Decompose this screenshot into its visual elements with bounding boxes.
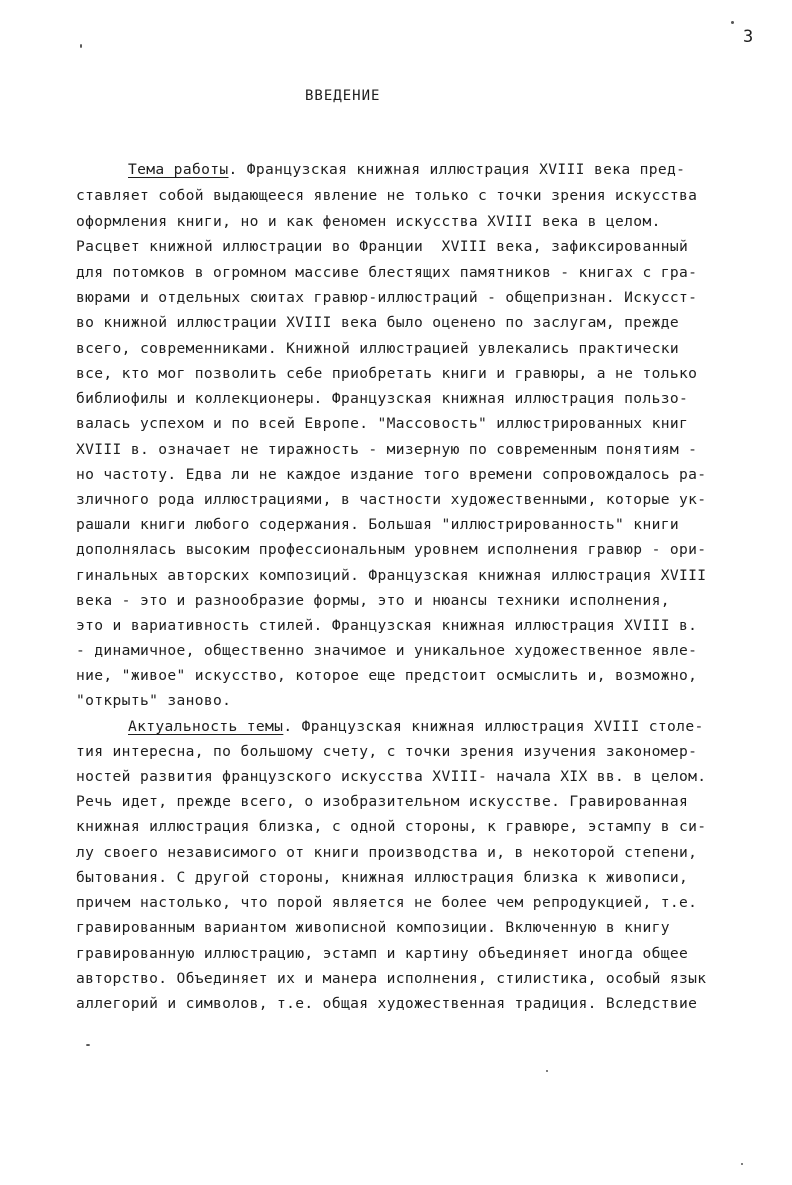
- scan-speck: [80, 44, 82, 48]
- paragraph-line: "открыть" заново.: [76, 692, 232, 709]
- paragraph-line: аллегорий и символов, т.е. общая художественная традиция. Вследствие: [76, 995, 698, 1012]
- paragraph-line: оформления книги, но и как феномен искусства XVIII века в целом.: [76, 213, 661, 230]
- paragraph-line: всего, современниками. Книжной иллюстрацией увлекались практически: [76, 340, 679, 357]
- paragraph-line: библиофилы и коллекционеры. Французская книжная иллюстрация пользо-: [76, 390, 689, 407]
- paragraph-line: авторство. Объединяет их и манера исполнения, стилистика, особый язык: [76, 970, 707, 987]
- paragraph-line: вюрами и отдельных сюитах гравюр-иллюстраций - общепризнан. Искусст-: [76, 289, 698, 306]
- scan-speck: [86, 1044, 90, 1046]
- paragraph-line: валась успехом и по всей Европе. "Массовость" иллюстрированных книг: [76, 415, 689, 432]
- paragraph-line: гинальных авторских композиций. Французская книжная иллюстрация XVIII: [76, 567, 707, 584]
- paragraph-line: причем настолько, что порой является не более чем репродукцией, т.е.: [76, 894, 698, 911]
- paragraph-line: для потомков в огромном массиве блестящих памятников - книгах с гра-: [76, 264, 698, 281]
- paragraph-line: Актуальность темы. Французская книжная иллюстрация XVIII столе-: [128, 718, 704, 735]
- scan-speck: [546, 1070, 548, 1072]
- paragraph-line: но частоту. Едва ли не каждое издание того времени сопровождалось ра-: [76, 466, 707, 483]
- paragraph-line: XVIII в. означает не тиражность - мизерную по современным понятиям -: [76, 441, 698, 458]
- paragraph-line: Тема работы. Французская книжная иллюстрация XVIII века пред-: [128, 161, 686, 178]
- section-label-relevance: Актуальность темы: [128, 718, 284, 735]
- paragraph-line: дополнялась высоким профессиональным уровнем исполнения гравюр - ори-: [76, 541, 707, 558]
- paragraph-line: Речь идет, прежде всего, о изобразительном искусстве. Гравированная: [76, 793, 689, 810]
- page-number: 3: [743, 27, 754, 47]
- paragraph-line: лу своего независимого от книги производства и, в некоторой степени,: [76, 844, 698, 861]
- paragraph-line: гравированным вариантом живописной композиции. Включенную в книгу: [76, 919, 670, 936]
- paragraph-line: ние, "живое" искусство, которое еще предстоит осмыслить и, возможно,: [76, 667, 698, 684]
- paragraph-line: тия интересна, по большому счету, с точки зрения изучения закономер-: [76, 743, 698, 760]
- paragraph-line: книжная иллюстрация близка, с одной стороны, к гравюре, эстампу в си-: [76, 818, 707, 835]
- paragraph-line: века - это и разнообразие формы, это и нюансы техники исполнения,: [76, 592, 670, 609]
- paragraph-line: ностей развития французского искусства XVIII- начала XIX вв. в целом.: [76, 768, 707, 785]
- paragraph-line: зличного рода иллюстрациями, в частности художественными, которые ук-: [76, 491, 707, 508]
- paragraph-line: это и вариативность стилей. Французская книжная иллюстрация XVIII в.: [76, 617, 698, 634]
- section-label-topic: Тема работы: [128, 161, 229, 178]
- paragraph-line: гравированную иллюстрацию, эстамп и картину объединяет иногда общее: [76, 945, 689, 962]
- paragraph-line: - динамичное, общественно значимое и уникальное художественное явле-: [76, 642, 698, 659]
- page-title: ВВЕДЕНИЕ: [305, 88, 381, 104]
- paragraph-line: бытования. С другой стороны, книжная иллюстрация близка к живописи,: [76, 869, 689, 886]
- paragraph-line: Расцвет книжной иллюстрации во Франции XVIII века, зафиксированный: [76, 238, 689, 255]
- scan-speck: [731, 21, 734, 24]
- paragraph-line: рашали книги любого содержания. Большая "иллюстрированность" книги: [76, 516, 679, 533]
- paragraph-line: все, кто мог позволить себе приобретать книги и гравюры, а не только: [76, 365, 698, 382]
- paragraph-line: во книжной иллюстрации XVIII века было оценено по заслугам, прежде: [76, 314, 679, 331]
- paragraph-line: ставляет собой выдающееся явление не только с точки зрения искусства: [76, 187, 698, 204]
- scan-speck: [741, 1163, 743, 1165]
